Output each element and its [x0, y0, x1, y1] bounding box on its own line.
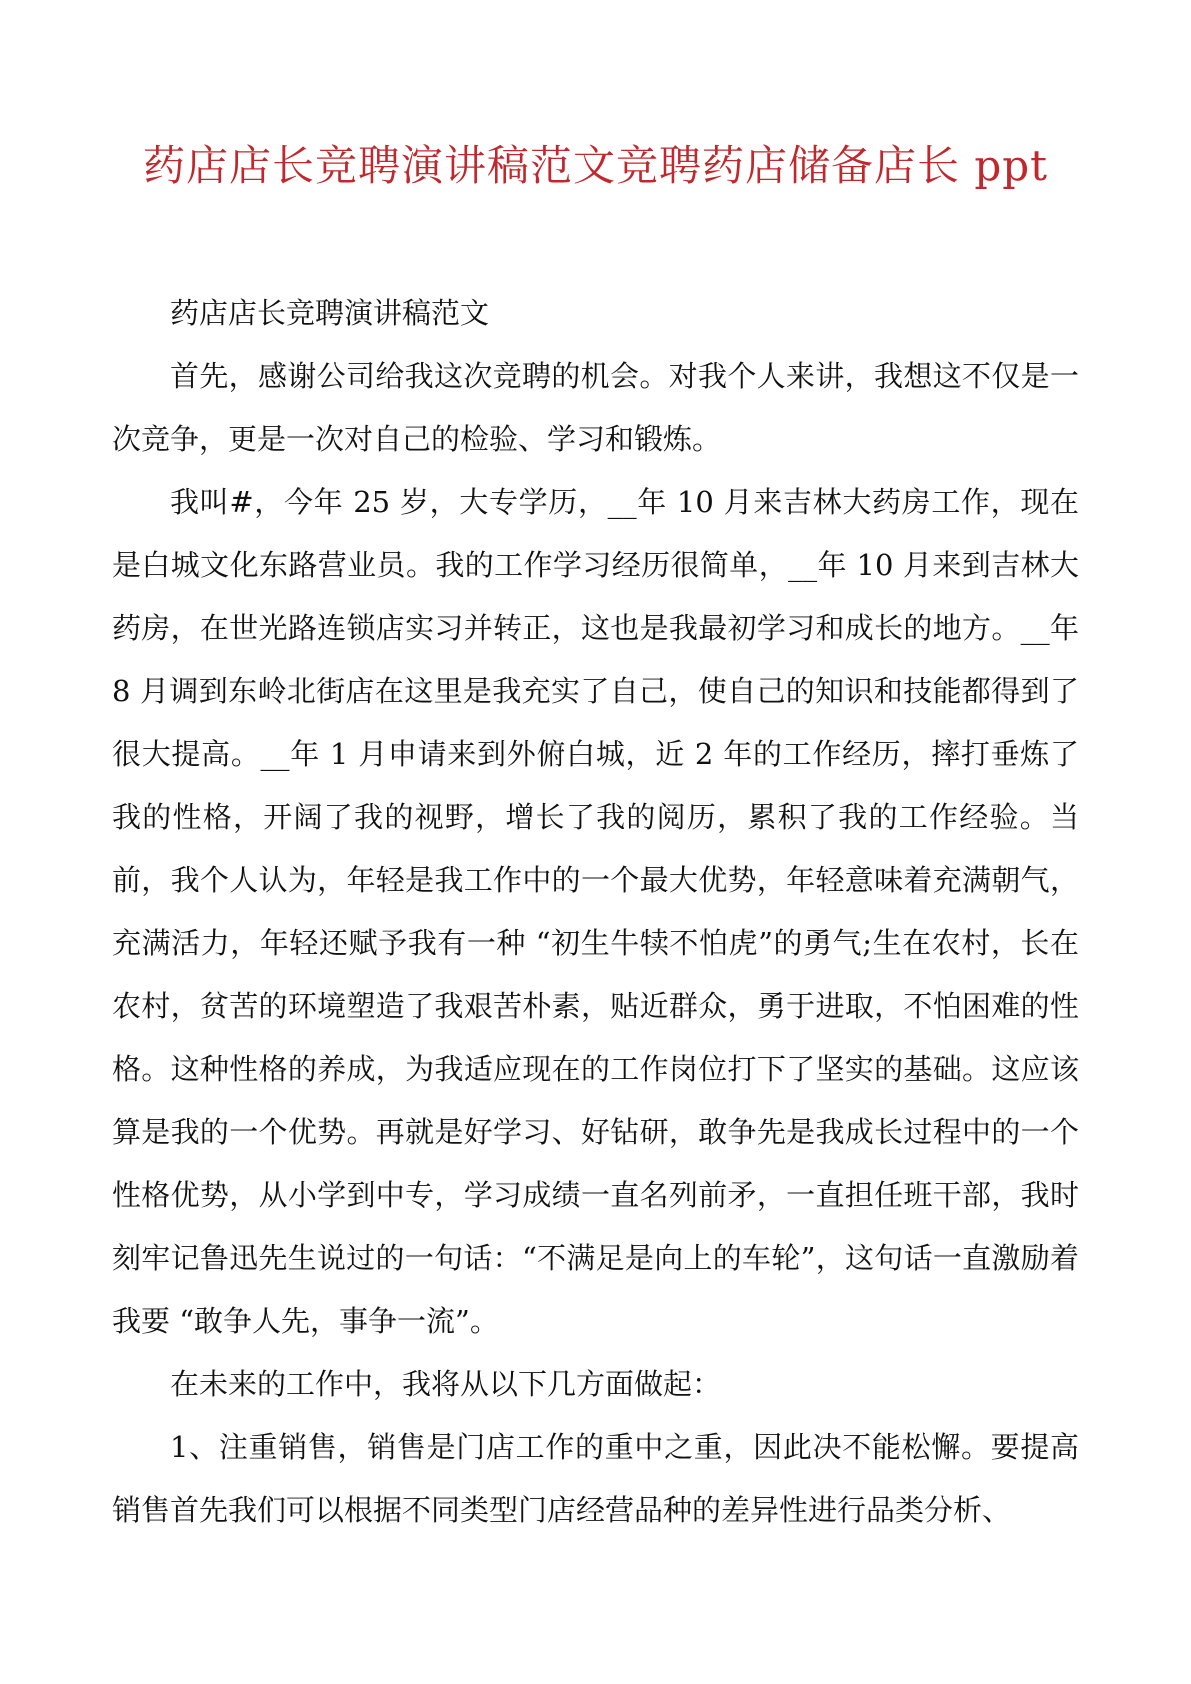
biography-paragraph: 我叫#，今年 25 岁，大专学历，__年 10 月来吉林大药房工作，现在是白城文化东路营业员。我的工作学习经历很简单，__年 10 月来到吉林大药房，在世光路连锁店实习并转正，这也是我最初学习和成长的地方。__年 8 月调到东岭北街店在这里是我充实了自己，使自己的知识和技能都得到了很大提高。__年 1 月申请来到外俯白城，近 2 年的工作经历，摔打垂炼了我的性格，开阔了我的视野，增长了我的阅历，累积了我的工作经验。当前，我个人认为，年轻是我工作中的一个最大优势，年轻意味着充满朝气，充满活力，年轻还赋予我有一种 “初生牛犊不怕虎”的勇气;生在农村，长在农村，贫苦的环境塑造了我艰苦朴素，贴近群众，勇于进取，不怕困难的性格。这种性格的养成，为我适应现在的工作岗位打下了坚实的基础。这应该算是我的一个优势。再就是好学习、好钻研，敢争先是我成长过程中的一个性格优势，从小学到中专，学习成绩一直名列前矛，一直担任班干部，我时刻牢记鲁迅先生说过的一句话：“不满足是向上的车轮”，这句话一直激励着我要 “敢争人先，事争一流”。: [112, 485, 1079, 1338]
intro-paragraph: 首先，感谢公司给我这次竞聘的机会。对我个人来讲，我想这不仅是一次竞争，更是一次对自己的检验、学习和锻炼。: [112, 359, 1079, 456]
subtitle-paragraph: 药店店长竞聘演讲稿范文: [170, 296, 490, 330]
future-work-paragraph: 在未来的工作中，我将从以下几方面做起：: [170, 1367, 722, 1401]
document-title: 药店店长竞聘演讲稿范文竞聘药店储备店长 ppt: [142, 141, 1048, 190]
document-body: [112, 282, 1079, 1542]
sales-point-paragraph: 1、注重销售，销售是门店工作的重中之重，因此决不能松懈。要提高销售首先我们可以根据不同类型门店经营品种的差异性进行品类分析、: [112, 1430, 1079, 1527]
